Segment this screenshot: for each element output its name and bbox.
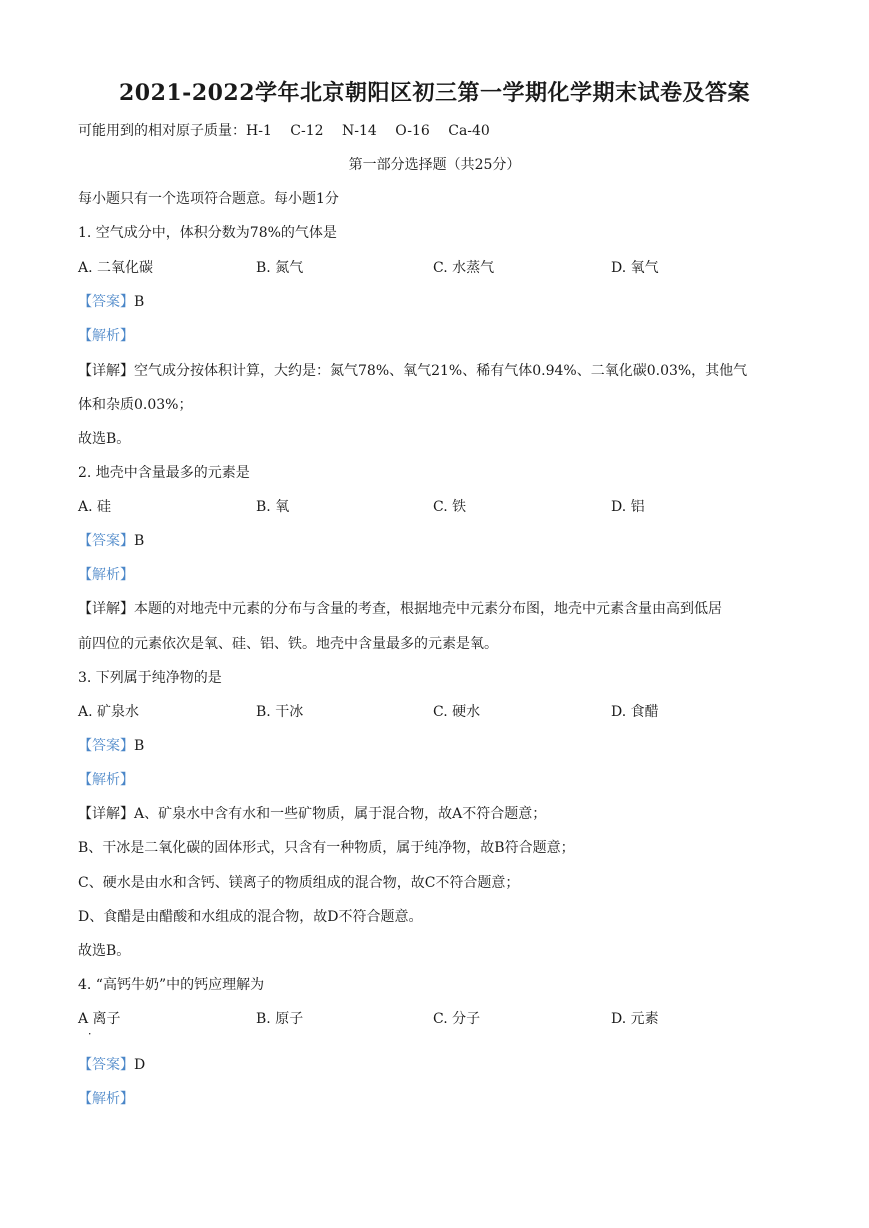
q2-stem: 2. 地壳中含量最多的元素是: [78, 465, 250, 481]
q4-analysis: [78, 1088, 134, 1108]
q1-option-c: C. 水蒸气: [433, 260, 495, 276]
q2-answer: [78, 530, 144, 550]
q3-option-c: C. 硬水: [433, 704, 481, 720]
q3-option-d: D. 食醋: [611, 704, 659, 720]
q4-option-a: A 离子: [78, 1011, 121, 1027]
q3-conclusion: 故选B。: [78, 943, 131, 959]
analysis-label: 【解析】: [78, 328, 134, 344]
q1-option-b: B. 氮气: [256, 260, 304, 276]
q1-detail-2: 体和杂质0.03%；: [78, 397, 193, 413]
q3-option-b: B. 干冰: [256, 704, 304, 720]
q3-detail-4: D、食醋是由醋酸和水组成的混合物，故D不符合题意。: [78, 909, 423, 925]
answer-label: 【答案】: [78, 294, 134, 310]
q1-conclusion: 故选B。: [78, 431, 131, 447]
q3-analysis: [78, 769, 134, 789]
q4-stem: 4. “高钙牛奶”中的钙应理解为: [78, 977, 265, 993]
instruction-line: 每小题只有一个选项符合题意。每小题1分: [78, 191, 339, 207]
q1-detail-text: 空气成分按体积计算，大约是：氮气78%、氧气21%、稀有气体0.94%、二氧化碳0.03%，其他气: [134, 363, 748, 379]
q1-option-d: D. 氧气: [611, 260, 659, 276]
q1-option-a: A. 二氧化碳: [78, 260, 154, 276]
q2-detail-2: 前四位的元素依次是氧、硅、铝、铁。地壳中含量最多的元素是氧。: [78, 636, 498, 652]
detail-label: 【详解】: [78, 363, 134, 379]
answer-label: 【答案】: [78, 533, 134, 549]
answer-label: 【答案】: [78, 738, 134, 754]
q3-answer-value: B: [134, 738, 145, 754]
q2-detail-text: 本题的对地壳中元素的分布与含量的考查，根据地壳中元素分布图，地壳中元素含量由高到低居: [134, 601, 722, 617]
q1-stem: 1. 空气成分中，体积分数为78%的气体是: [78, 225, 337, 241]
q4-option-b: B. 原子: [256, 1011, 304, 1027]
q4-answer-value: D: [134, 1057, 146, 1073]
section-heading: 第一部分选择题（共25分）: [348, 157, 521, 173]
q3-option-a: A. 矿泉水: [78, 704, 140, 720]
q2-option-a: A. 硅: [78, 499, 112, 515]
q4-option-a-dot: ．: [88, 1024, 99, 1037]
q3-stem: 3. 下列属于纯净物的是: [78, 670, 222, 686]
q2-answer-value: B: [134, 533, 145, 549]
q3-detail-2: B、干冰是二氧化碳的固体形式，只含有一种物质，属于纯净物，故B符合题意；: [78, 840, 575, 856]
q4-option-d: D. 元素: [611, 1011, 659, 1027]
q4-answer: [78, 1054, 145, 1074]
q1-analysis: [78, 325, 134, 345]
q4-option-c: C. 分子: [433, 1011, 481, 1027]
q2-detail-1: [78, 598, 722, 618]
q1-detail-1: [78, 360, 747, 380]
analysis-label: 【解析】: [78, 772, 134, 788]
q1-answer: [78, 291, 144, 311]
atomic-mass-line: 可能用到的相对原子质量：H-1 C-12 N-14 O-16 Ca-40: [78, 123, 490, 139]
q3-detail-3: C、硬水是由水和含钙、镁离子的物质组成的混合物，故C不符合题意；: [78, 875, 520, 891]
q2-analysis: [78, 564, 134, 584]
q3-detail-text: A、矿泉水中含有水和一些矿物质，属于混合物，故A不符合题意；: [134, 806, 547, 822]
analysis-label: 【解析】: [78, 1091, 134, 1107]
q2-option-b: B. 氧: [256, 499, 290, 515]
q3-detail-1: [78, 803, 546, 823]
analysis-label: 【解析】: [78, 567, 134, 583]
page-title: 2021-2022学年北京朝阳区初三第一学期化学期末试卷及答案: [118, 80, 751, 106]
detail-label: 【详解】: [78, 601, 134, 617]
q2-option-d: D. 铝: [611, 499, 645, 515]
detail-label: 【详解】: [78, 806, 134, 822]
answer-label: 【答案】: [78, 1057, 134, 1073]
q2-option-c: C. 铁: [433, 499, 467, 515]
q3-answer: [78, 735, 144, 755]
q1-answer-value: B: [134, 294, 145, 310]
